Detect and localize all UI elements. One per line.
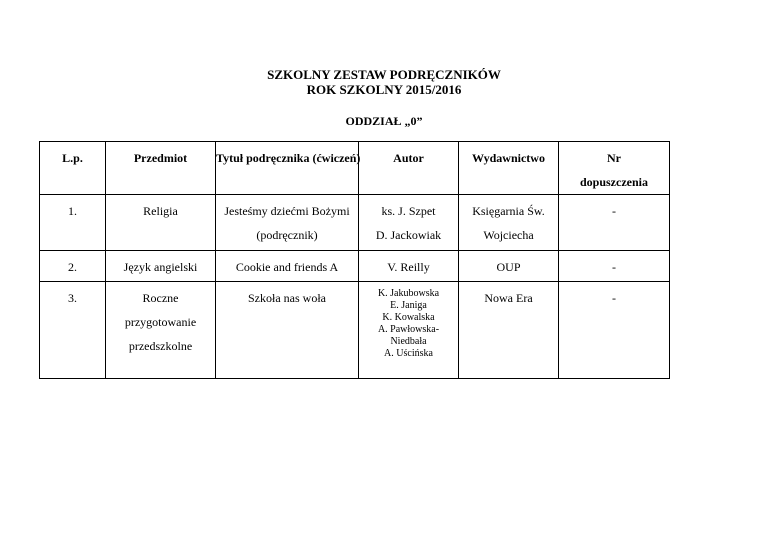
cell-title: Szkoła nas woła bbox=[216, 282, 359, 379]
class-section: ODDZIAŁ „0” bbox=[345, 114, 423, 128]
cell-publisher: Nowa Era bbox=[459, 282, 559, 379]
table-row bbox=[40, 195, 670, 251]
textbook-table bbox=[39, 141, 670, 379]
cell-approval: - bbox=[559, 195, 670, 251]
cell-publisher: Księgarnia Św. Wojciecha bbox=[459, 195, 559, 251]
cell-publisher: OUP bbox=[459, 251, 559, 282]
header-cell-lp: L.p. bbox=[40, 142, 106, 195]
cell-author: ks. J. Szpet D. Jackowiak bbox=[359, 195, 459, 251]
cell-lp: 1. bbox=[40, 195, 106, 251]
header-cell-title: Tytuł podręcznika (ćwiczeń) bbox=[216, 142, 359, 195]
cell-author: K. Jakubowska E. Janiga K. Kowalska A. Pawłowska- Niedbała A. Uścińska bbox=[359, 282, 459, 379]
table-row bbox=[40, 251, 670, 282]
table-row bbox=[40, 282, 670, 379]
cell-approval: - bbox=[559, 251, 670, 282]
header-cell-approval: Nr dopuszczenia bbox=[559, 142, 670, 195]
cell-lp: 2. bbox=[40, 251, 106, 282]
cell-subject: Język angielski bbox=[106, 251, 216, 282]
header-cell-author: Autor bbox=[359, 142, 459, 195]
cell-title: Cookie and friends A bbox=[216, 251, 359, 282]
cell-subject: Religia bbox=[106, 195, 216, 251]
cell-title: Jesteśmy dziećmi Bożymi (podręcznik) bbox=[216, 195, 359, 251]
cell-author: V. Reilly bbox=[359, 251, 459, 282]
school-year: ROK SZKOLNY 2015/2016 bbox=[306, 82, 462, 97]
header-cell-subject: Przedmiot bbox=[106, 142, 216, 195]
document-title: SZKOLNY ZESTAW PODRĘCZNIKÓW bbox=[267, 67, 501, 82]
cell-approval: - bbox=[559, 282, 670, 379]
table-header-row bbox=[40, 142, 670, 195]
cell-lp: 3. bbox=[40, 282, 106, 379]
header-cell-publisher: Wydawnictwo bbox=[459, 142, 559, 195]
cell-subject: Roczne przygotowanie przedszkolne bbox=[106, 282, 216, 379]
